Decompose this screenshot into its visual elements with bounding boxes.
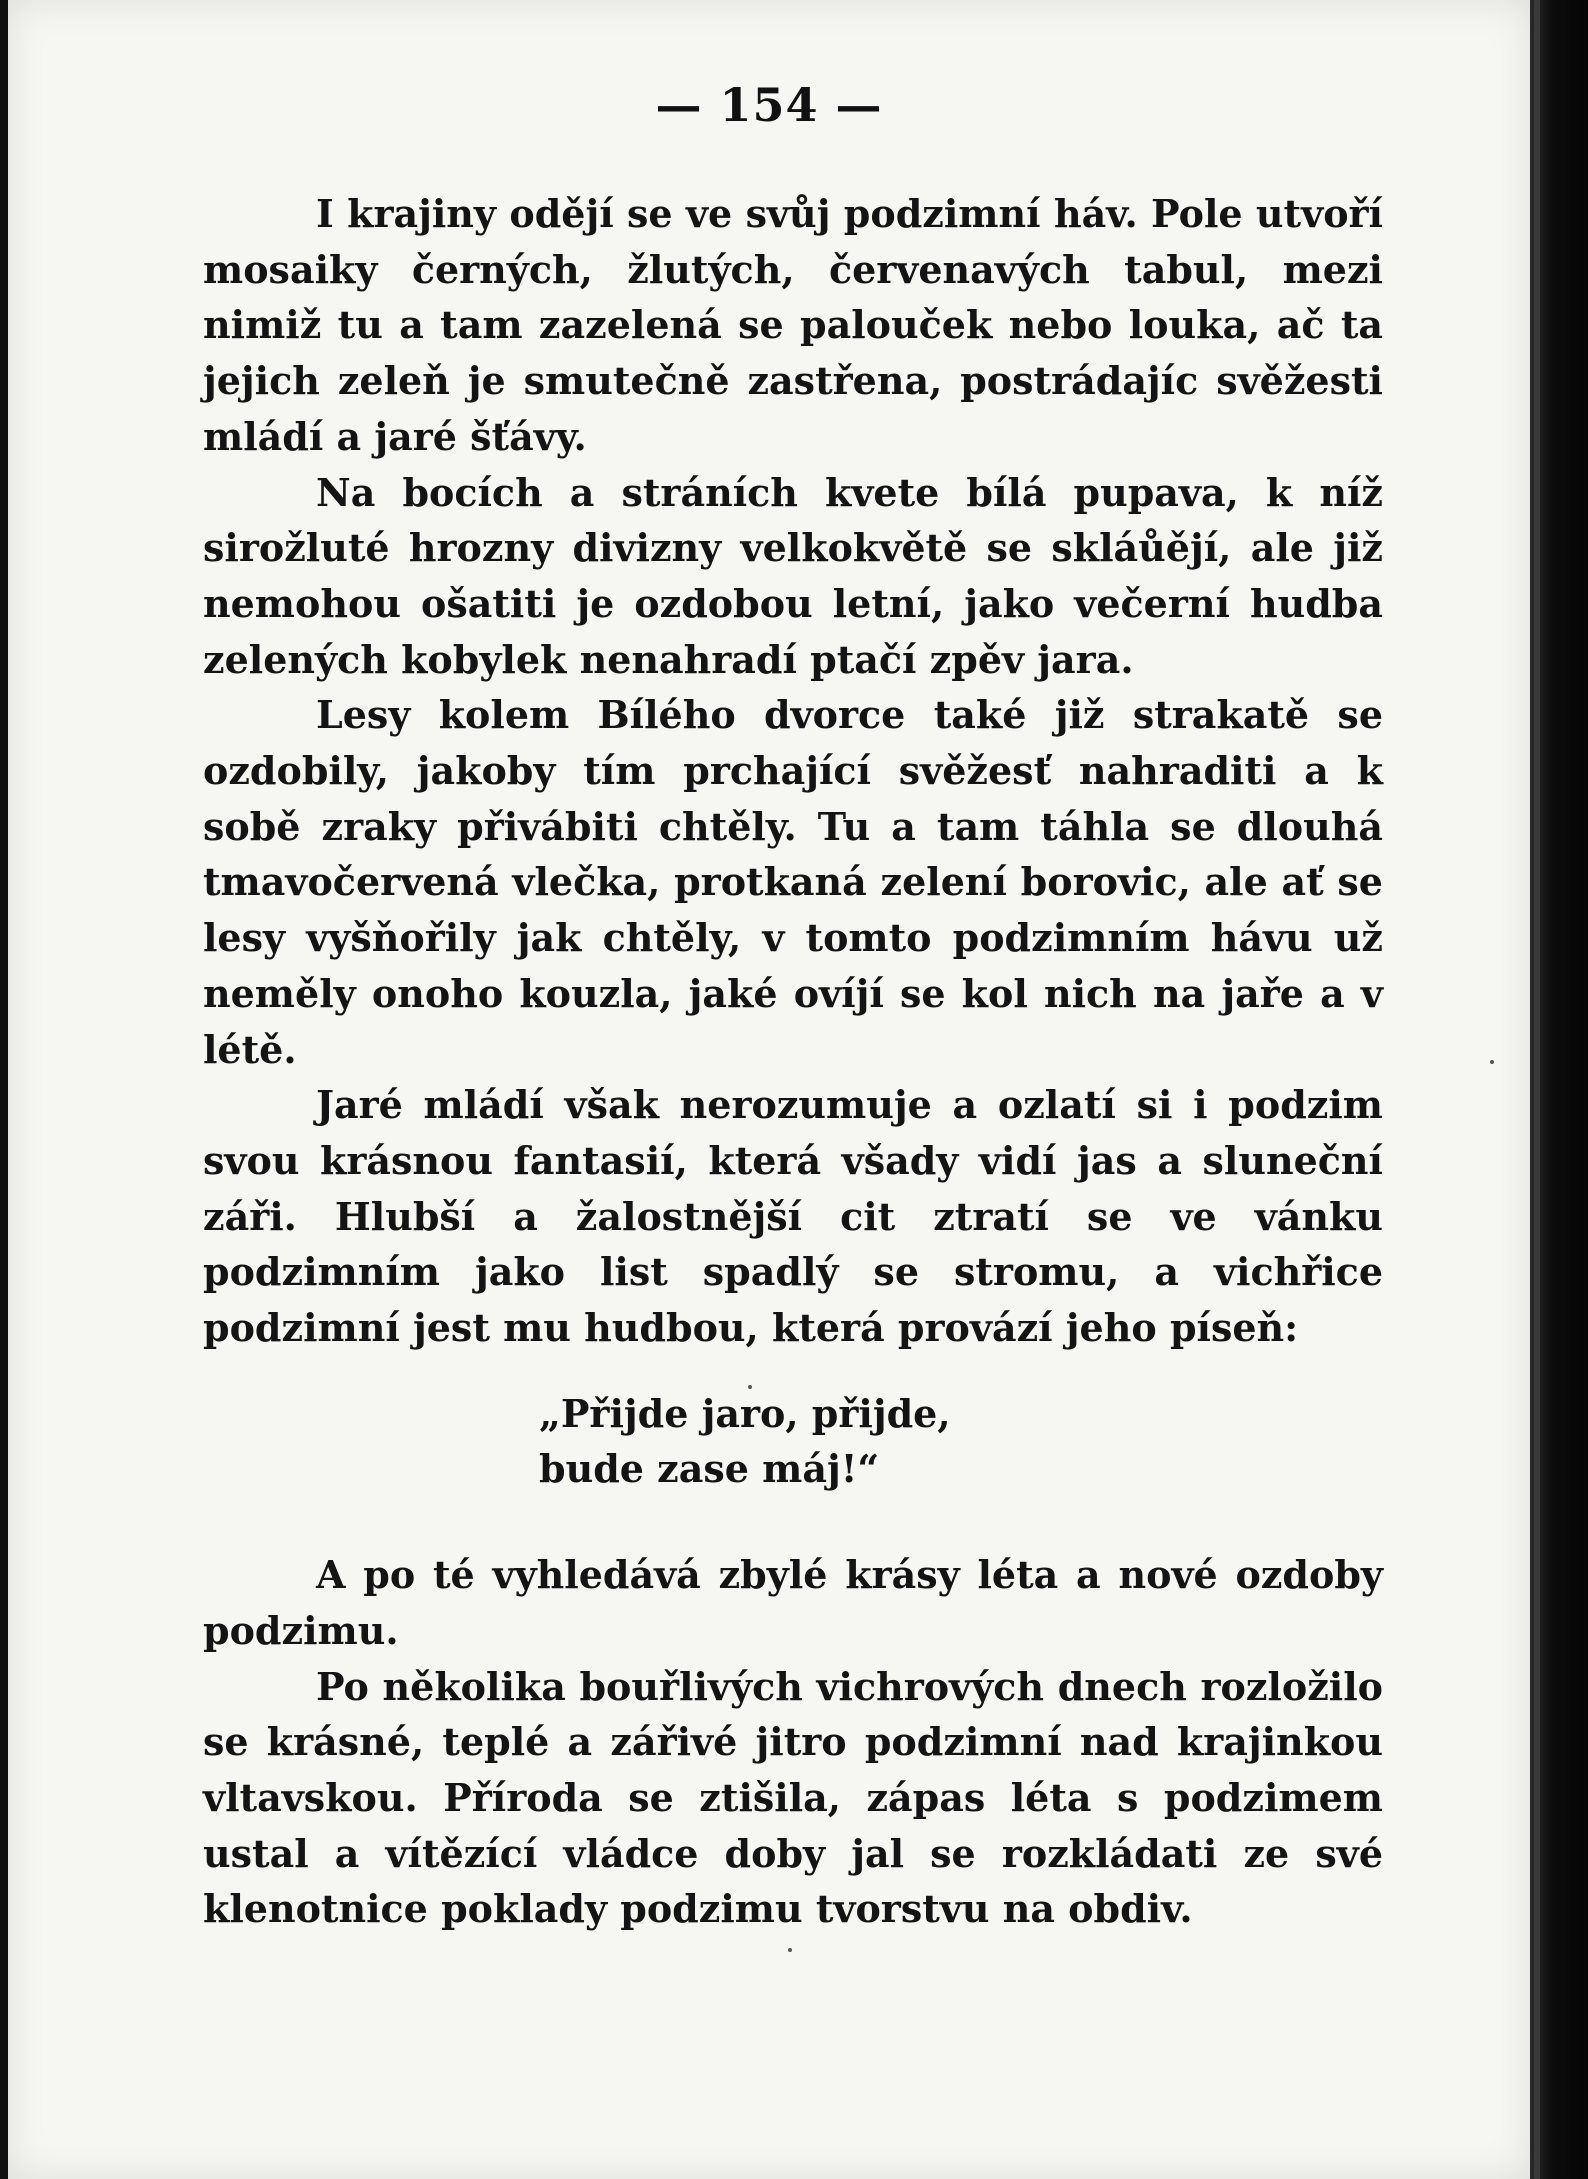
paragraph-autumn-landscape: I krajiny odějí se ve svůj podzimní háv. Pole utvoří mosaiky černých, žlutých, červenavých tabul, mezi nimiž tu a tam zazelená se palouček nebo louka, ač ta jejich zeleň je smutečně zastřena, postrádajíc svěžesti mládí a jaré šťávy. — [203, 191, 1383, 459]
verse-line: „Přijde jaro, přijde, — [539, 1390, 951, 1436]
paragraph-youth: Jaré mládí však nerozumuje a ozlatí si i podzim svou krásnou fantasií, která všady vidí jas a sluneční záři. Hlubší a žalostnější cit ztratí se ve vánku podzimním jako list spadlý se stromu, a vichřice podzimní jest mu hudbou, která provází jeho píseň: — [203, 1082, 1383, 1351]
paragraph-hillsides: Na bocích a stráních kvete bílá pupava, k níž sirožluté hrozny divizny velkokvětě se skláůějí, ale již nemohou ošatiti je ozdobou letní, jako večerní hudba zelených kobylek nenahradí ptačí zpěv jara. — [203, 469, 1383, 682]
paragraph-final: Po několika bouřlivých vichrových dnech rozložilo se krásné, teplé a zářivé jitro podzimní nad krajinkou vltavskou. Příroda se ztišila, zápas léta s podzimem ustal a vítězící vládce doby jal se rozkládati ze své klenotnice poklady podzimu tvorstvu na obdiv. — [203, 1663, 1383, 1932]
paper-speck — [1490, 1060, 1494, 1064]
page-number: — 154 — — [655, 78, 883, 132]
paragraph-after-verse: A po té vyhledává zbylé krásy léta a nové ozdoby podzimu. — [203, 1552, 1383, 1653]
paper-speck — [788, 1948, 792, 1952]
book-page — [8, 0, 1530, 2179]
paragraph-forests: Lesy kolem Bílého dvorce také již strakatě se ozdobily, jakoby tím prchající svěžesť nahraditi a k sobě zraky přivábiti chtěly. Tu a tam táhla se dlouhá tmavočervená vlečka, protkaná zelení borovic, ale ať se lesy vyšňořily jak chtěly, v tomto podzimním hávu už neměly onoho kouzla, jaké ovíjí se kol nich na jaře a v létě. — [203, 692, 1383, 1072]
binding-highlight — [1534, 0, 1540, 2179]
verse-line: bude zase máj!“ — [539, 1446, 880, 1492]
paper-speck — [748, 1385, 752, 1389]
verse-quote — [539, 1386, 1383, 1497]
body-text — [203, 186, 1383, 1937]
